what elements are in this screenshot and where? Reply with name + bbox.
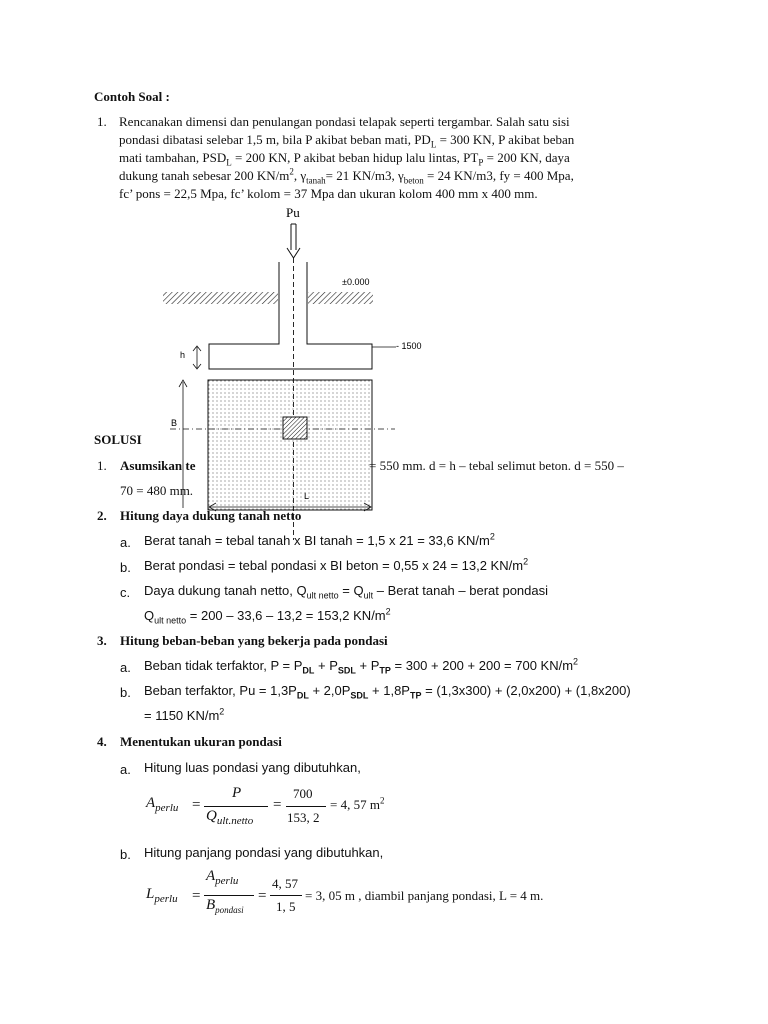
problem-line-4: dukung tanah sebesar 200 $KN/m^2$, $\gamma_{tanah}= 21$ KN/m3, $\gamma_{beton} = 24$ KN/m3, fy = 400 Mpa, — [119, 166, 574, 186]
step-2a-letter: a. — [120, 535, 131, 550]
step-2c-text: Daya dukung tanah netto, $Q_{ult netto} = Q_{ult}$ – Berat tanah – berat pondasi — [144, 583, 549, 601]
step-4b-letter: b. — [120, 847, 131, 862]
problem-line-2: pondasi dibatasi selebar 1,5 m, bila P akibat beban mati, $PD_L = 300$ KN, P akibat beban — [119, 132, 575, 150]
problem-number: 1. — [97, 114, 107, 129]
column-plan — [283, 417, 307, 439]
h-dimension-arrow-icon — [193, 346, 201, 369]
step-1-number: 1. — [97, 458, 107, 473]
step-3a-letter: a. — [120, 660, 131, 675]
formula-1-result: = 4, 57 $m^2$ — [330, 795, 385, 812]
load-label: Pu — [286, 205, 300, 220]
step-2b-text: Berat pondasi = tebal pondasi x BI beton = 0,55 x 24 = 13,2 $KN/m^2$ — [144, 556, 529, 573]
step-3b-letter: b. — [120, 685, 131, 700]
solution-title: SOLUSI — [94, 432, 146, 448]
formula-2-result: = 3, 05 m , diambil panjang pondasi, L = 4 m. — [305, 888, 544, 903]
step-3a-text: Beban tidak terfaktor, $P = P_{DL} + P_{SDL} + P_{TP} = 300 + 200 + 200 = 700$ $KN/m^2$ — [144, 656, 579, 676]
problem-line-1: Rencanakan dimensi dan penulangan pondasi telapak seperti tergambar. Salah satu sisi — [119, 114, 570, 129]
step-4a-letter: a. — [120, 762, 131, 777]
step-4a-text: Hitung luas pondasi yang dibutuhkan, — [144, 760, 361, 775]
step-4-title: Menentukan ukuran pondasi — [120, 734, 282, 749]
step-3-number: 3. — [97, 633, 107, 648]
load-arrow-icon — [287, 224, 300, 258]
b-label: B — [171, 418, 178, 428]
step-2-title: Hitung daya dukung tanah netto — [120, 508, 302, 523]
step-3b-text: Beban terfaktor, $Pu = 1,3P_{DL} + 2,0P_{SDL} + 1,8P_{TP} = (1,3x300) + (2,0x200) + (1,8x200)$ — [144, 683, 631, 701]
step-2a-text: Berat tanah = tebal tanah x BI tanah = 1,5 x 21 = 33,6 $KN/m^2$ — [144, 531, 495, 548]
problem-line-5: fc’ pons = 22,5 Mpa, fc’ kolom = 37 Mpa dan ukuran kolom 400 mm x 400 mm. — [119, 186, 538, 201]
ground-soil-hatch — [163, 292, 373, 304]
step-2c-result: $Q_{ult netto} = 200 - 33,6 - 13,2 = 153,2$ $KN/m^2$ — [144, 606, 391, 626]
step-3b-result: = 1150 $KN/m^2$ — [144, 706, 225, 723]
step-2c-letter: c. — [120, 585, 131, 600]
l-label: L — [304, 491, 310, 501]
step-2b-letter: b. — [120, 560, 131, 575]
footing-plan — [208, 380, 372, 510]
depth-label: - 1500 — [396, 341, 422, 351]
step-3-title: Hitung beban-beban yang bekerja pada pondasi — [120, 633, 388, 648]
problem-line-3: mati tambahan, $PSD_L = 200$ KN, P akibat beban hidup lalu lintas, $PT_P = 200$ KN, daya — [119, 150, 570, 168]
step-4b-text: Hitung panjang pondasi yang dibutuhkan, — [144, 845, 384, 860]
page-heading: Contoh Soal : — [94, 89, 170, 104]
step-1-text: = 550 mm. d = h – tebal selimut beton. d = 550 – — [369, 458, 624, 473]
ground-level-label: ±0.000 — [342, 277, 370, 287]
step-2-number: 2. — [97, 508, 107, 523]
h-label: h — [180, 350, 186, 360]
step-4-number: 4. — [97, 734, 107, 749]
step-1-title: Asumsikan te — [120, 458, 196, 473]
step-1-text-2: 70 = 480 mm. — [120, 483, 194, 498]
